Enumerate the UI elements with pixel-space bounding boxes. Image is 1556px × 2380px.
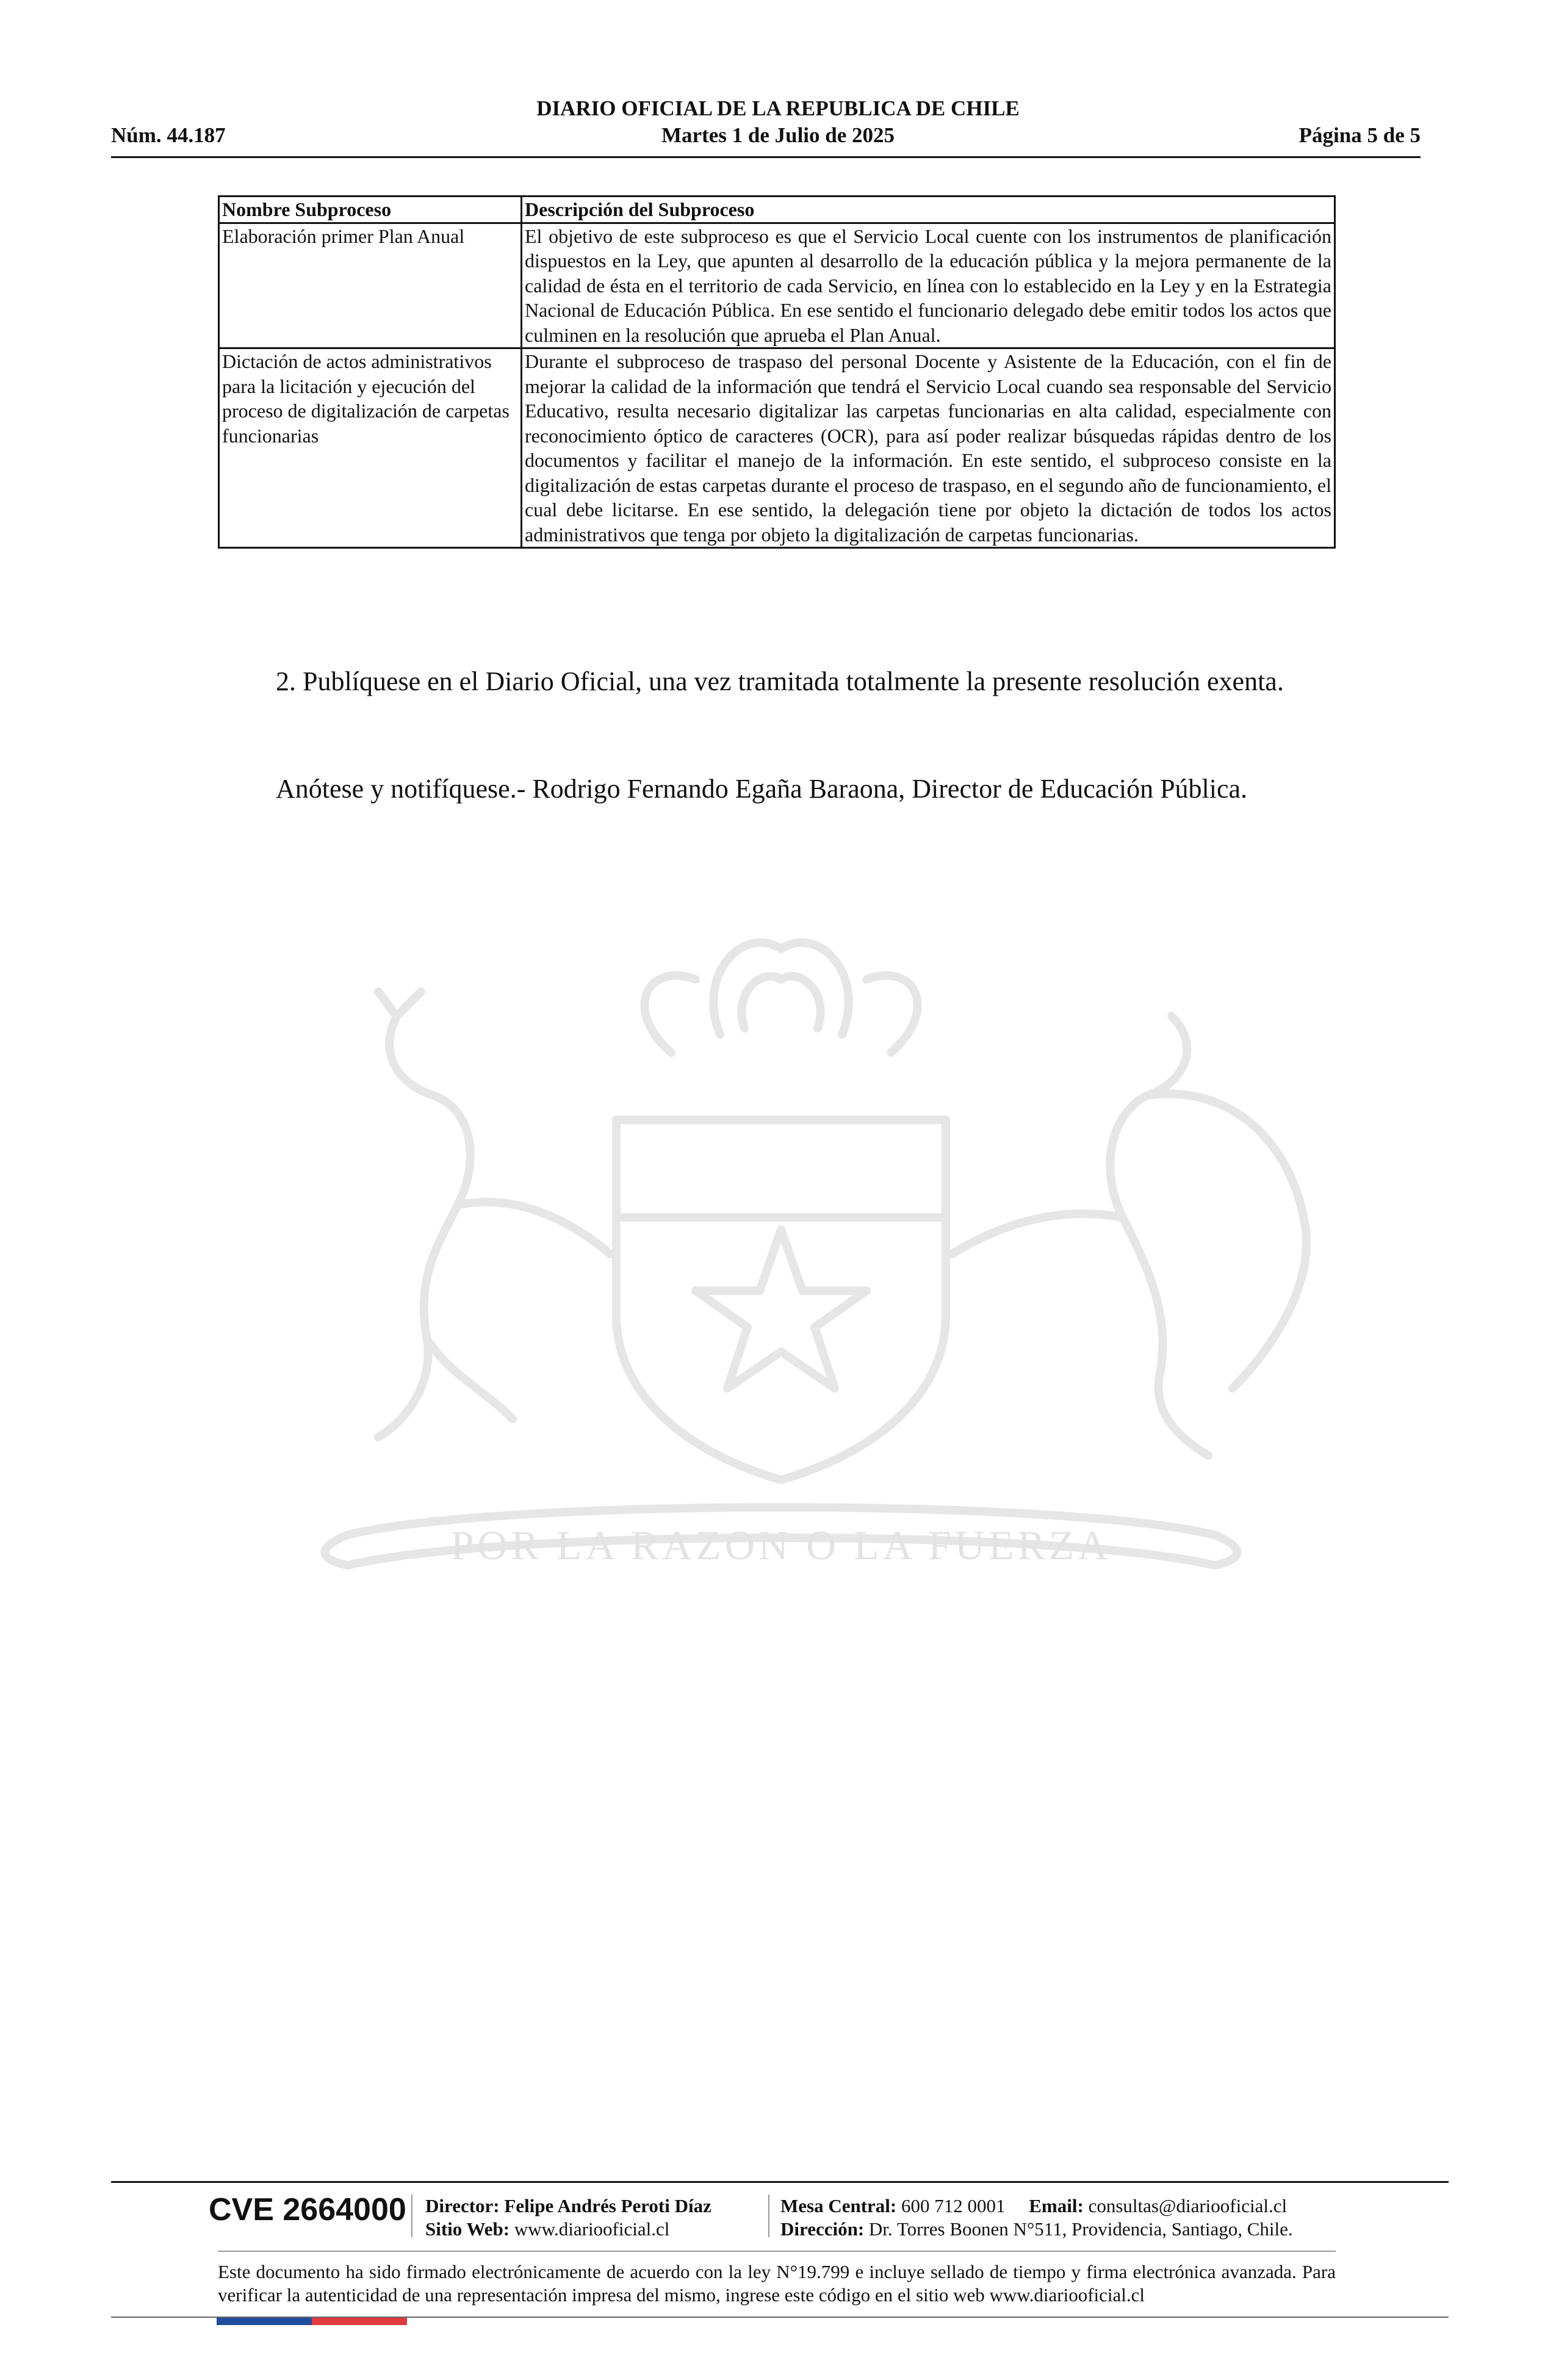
watermark-motto: POR LA RAZON O LA FUERZA xyxy=(450,1522,1112,1568)
publication-title: DIARIO OFICIAL DE LA REPUBLICA DE CHILE xyxy=(536,96,1020,120)
footer-director xyxy=(425,2194,711,2218)
subprocess-description: Durante el subproceso de traspaso del personal Docente y Asistente de la Educación, con el fin de mejorar la calidad de la información que tendrá el Servicio Local cuando sea responsable del Servicio Educativo, resulta necesario digitalizar las carpetas funcionarias en alta calidad, especialmente con reconocimiento óptico de caracteres (OCR), para así poder realizar búsquedas rápidas dentro de los documentos y facilitar el manejo de la información. En este sentido, el subproceso consiste en la digitalización de estas carpetas durante el proceso de traspaso, en el segundo año de funcionamiento, el cual debe licitarse. En ese sentido, la delegación tiene por objeto la dictación de todos los actos administrativos que tenga por objeto la digitalización de carpetas funcionarias. xyxy=(522,348,1335,548)
email-label: Email: xyxy=(1029,2195,1084,2216)
footer-address xyxy=(780,2218,1293,2241)
website-label: Sitio Web: xyxy=(425,2218,510,2240)
website-link[interactable]: www.diariooficial.cl xyxy=(514,2218,670,2240)
director-label: Director: xyxy=(425,2195,500,2216)
flag-color-bar xyxy=(217,2318,407,2325)
table-header-row xyxy=(219,197,1335,223)
coat-of-arms-watermark xyxy=(195,851,1367,1675)
cve-code: CVE 2664000 xyxy=(209,2192,406,2227)
page-indicator: Página 5 de 5 xyxy=(1298,123,1421,147)
flag-blue-segment xyxy=(217,2318,312,2325)
subprocess-description: El objetivo de este subproceso es que el Servicio Local cuente con los instrumentos de planificación dispuestos en la Ley, que apunten al desarrollo de la educación pública y la mejora permanente de la calidad de ésta en el territorio de cada Servicio, en línea con lo establecido en la Ley y en la Estrategia Nacional de Educación Pública. En ese sentido el funcionario delegado debe emitir todos los actos que culminen en la resolución que aprueba el Plan Anual. xyxy=(522,223,1335,348)
column-header-description: Descripción del Subproceso xyxy=(522,197,1335,223)
table-row xyxy=(219,348,1335,548)
director-name: Felipe Andrés Peroti Díaz xyxy=(504,2195,711,2216)
footer-separator xyxy=(768,2194,769,2237)
footer-separator xyxy=(411,2194,412,2237)
issue-date: Martes 1 de Julio de 2025 xyxy=(661,123,895,147)
publication-order-paragraph: 2. Publíquese en el Diario Oficial, una vez tramitada totalmente la presente resolución exenta. xyxy=(276,666,1284,696)
mesa-label: Mesa Central: xyxy=(780,2195,897,2216)
address-value: Dr. Torres Boonen N°511, Providencia, Santiago, Chile. xyxy=(868,2218,1293,2240)
header-divider xyxy=(111,156,1421,158)
subprocess-name: Dictación de actos administrativos para la licitación y ejecución del proceso de digitalización de carpetas funcionarias xyxy=(219,348,522,548)
footer-contact xyxy=(780,2194,1287,2218)
issue-number: Núm. 44.187 xyxy=(111,123,226,147)
footer-inner-divider xyxy=(218,2251,1336,2252)
footer-divider xyxy=(111,2181,1449,2183)
footer-website xyxy=(425,2218,669,2241)
email-link[interactable]: consultas@diariooficial.cl xyxy=(1088,2195,1288,2216)
legal-notice: Este documento ha sido firmado electrónicamente de acuerdo con la ley N°19.799 e incluye sellado de tiempo y firma electrónica avanzada. Para verificar la autenticidad de una representación impresa del mismo, ingrese este código en el sitio web www.diariooficial.cl xyxy=(218,2261,1336,2306)
subprocess-name: Elaboración primer Plan Anual xyxy=(219,223,522,348)
flag-red-segment xyxy=(312,2318,407,2325)
closing-signature-paragraph: Anótese y notifíquese.- Rodrigo Fernando Egaña Baraona, Director de Educación Pública. xyxy=(276,774,1248,804)
subprocess-table xyxy=(218,195,1336,549)
table-row xyxy=(219,223,1335,348)
address-label: Dirección: xyxy=(780,2218,865,2240)
column-header-name: Nombre Subproceso xyxy=(219,197,522,223)
mesa-phone: 600 712 0001 xyxy=(901,2195,1006,2216)
